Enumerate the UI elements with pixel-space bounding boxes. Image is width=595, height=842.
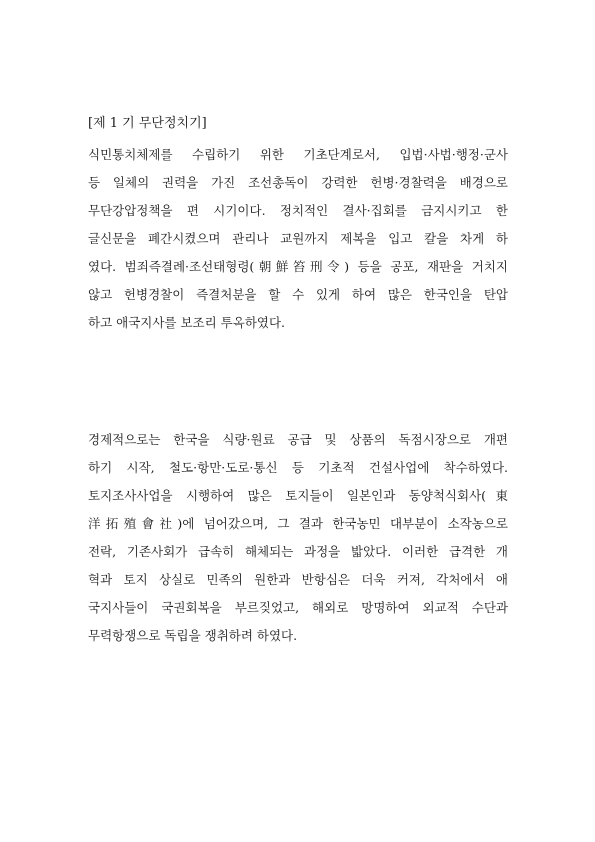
paragraph-line: 洋拓殖會社)에 넘어갔으며, 그 결과 한국농민 대부분이 소작농으로 [88,516,508,531]
paragraph-2 [88,426,508,650]
paragraph-line: 등 일체의 권력을 가진 조선총독이 강력한 헌병·경찰력을 배경으로 [88,175,508,190]
paragraph-line: 경제적으로는 한국을 식량·원료 공급 및 상품의 독점시장으로 개편 [88,432,508,447]
paragraph-line: 전락, 기존사회가 급속히 해체되는 과정을 밟았다. 이러한 급격한 개 [88,544,508,559]
paragraph-line: 국지사들이 국권회복을 부르짖었고, 해외로 망명하여 외교적 수단과 [88,600,508,615]
paragraph-line: 식민통치체제를 수립하기 위한 기초단계로서, 입법·사법·행정·군사 [88,147,508,162]
paragraph-line: 였다. 범죄즉결례·조선태형령(朝鮮笞刑令) 등을 공포, 재판을 거치지 [88,259,508,274]
paragraph-line: 혁과 토지 상실로 민족의 원한과 반항심은 더욱 커져, 각처에서 애 [88,572,508,587]
paragraph-line: 않고 헌병경찰이 즉결처분을 할 수 있게 하여 많은 한국인을 탄압 [88,287,508,302]
paragraph-line: 무력항쟁으로 독립을 쟁취하려 하였다. [88,628,298,643]
paragraph-line: 무단강압정책을 편 시기이다. 정치적인 결사·집회를 금지시키고 한 [88,203,508,218]
paragraph-line: 글신문을 폐간시켰으며 관리나 교원까지 제복을 입고 칼을 차게 하 [88,231,508,246]
section-heading: [제 1 기 무단정치기] [88,116,207,131]
paragraph-line: 하고 애국지사를 보조리 투옥하였다. [88,315,286,330]
paragraph-line: 하기 시작, 철도·항만·도로·통신 등 기초적 건설사업에 착수하였다. [88,460,508,475]
paragraph-1 [88,141,508,337]
paragraph-line: 토지조사사업을 시행하여 많은 토지들이 일본인과 동양척식회사(東 [88,488,508,503]
